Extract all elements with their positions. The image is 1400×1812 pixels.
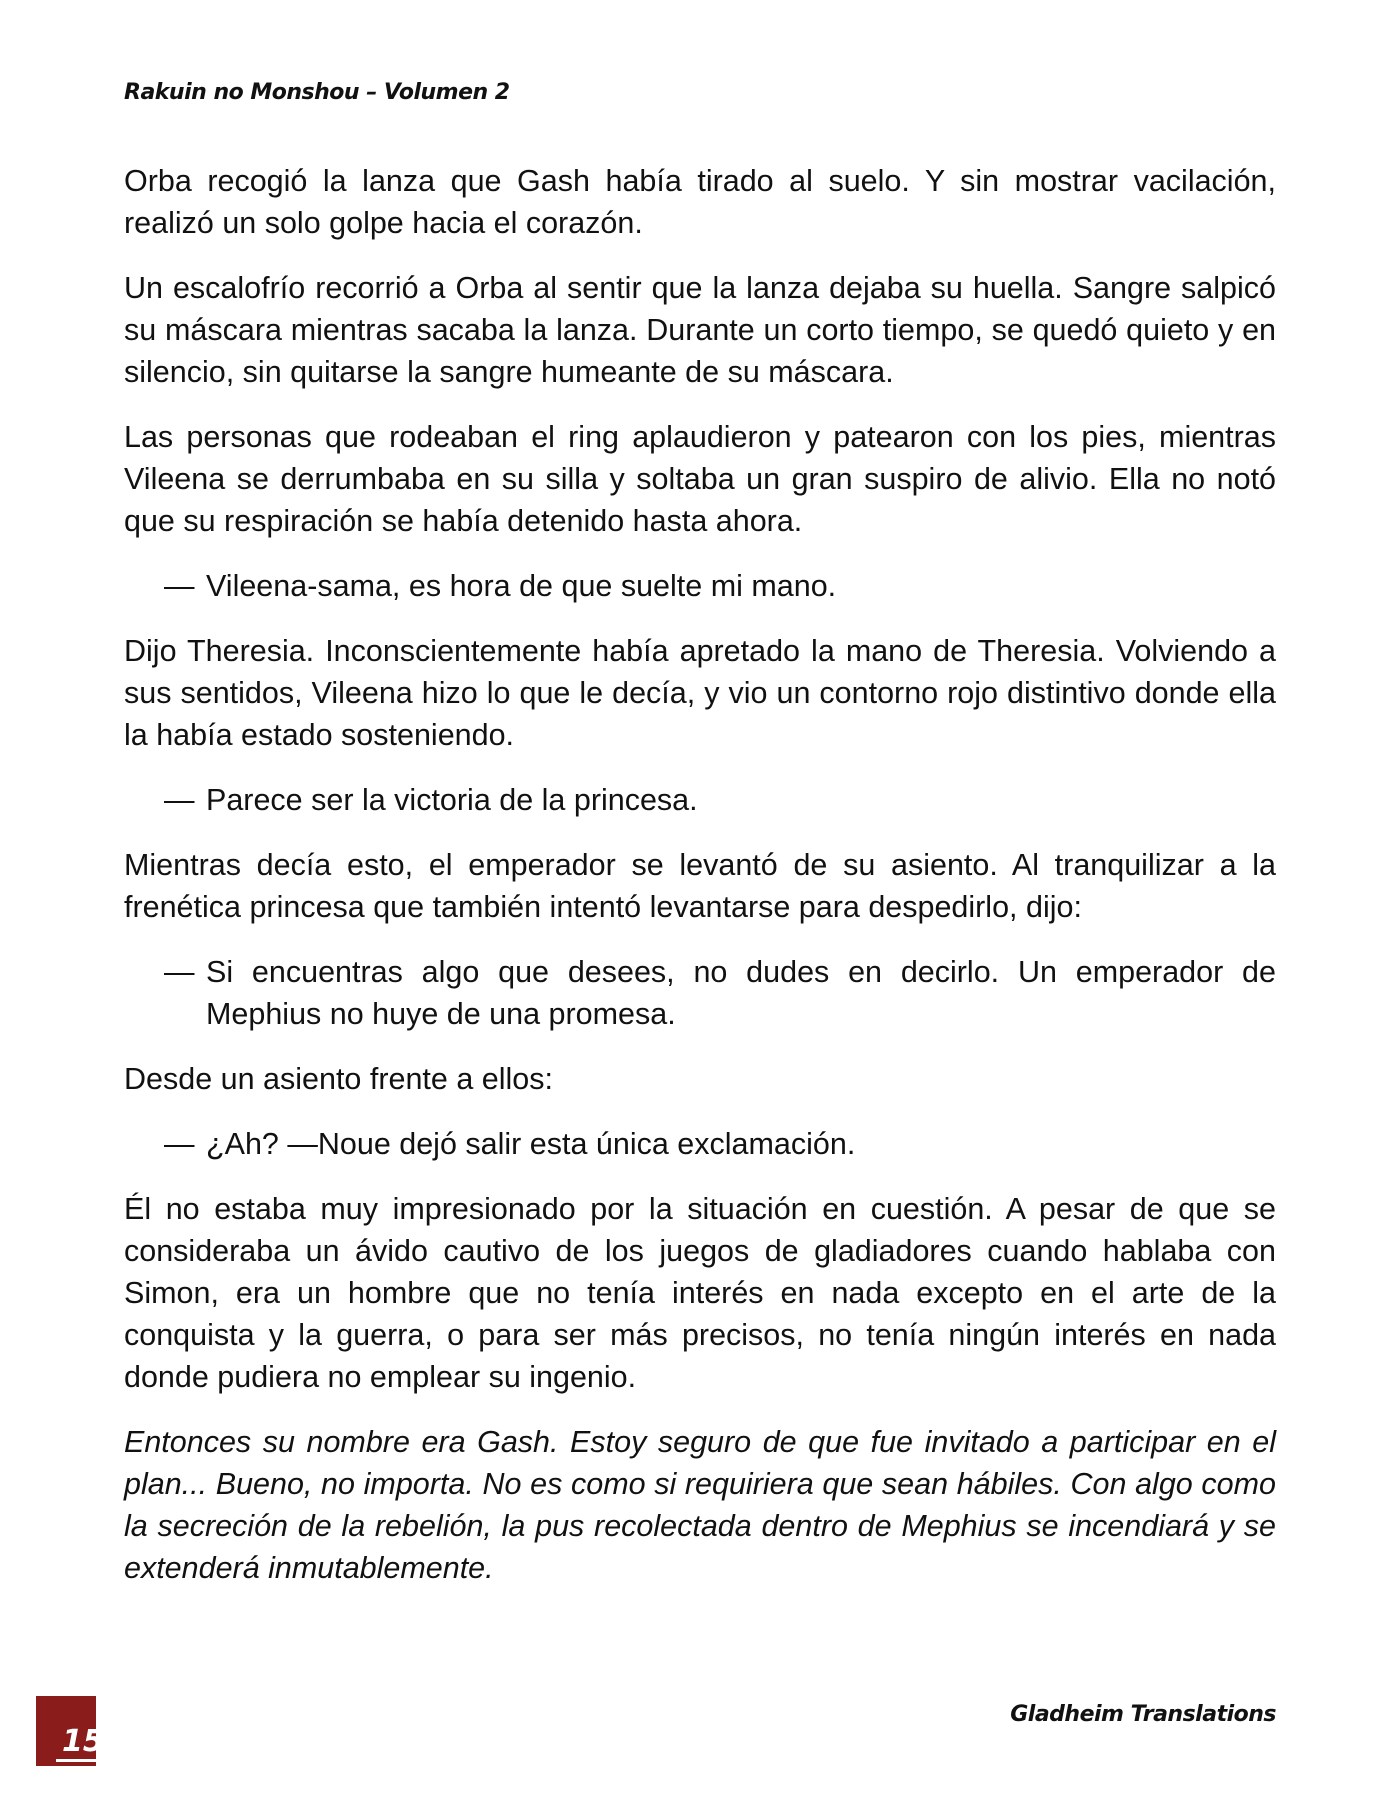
page-number-badge	[36, 1696, 104, 1766]
dialogue-line	[124, 1123, 1276, 1165]
paragraph: Orba recogió la lanza que Gash había tirado al suelo. Y sin mostrar vacilación, realizó un solo golpe hacia el corazón.	[124, 164, 1276, 240]
dialogue-text: Parece ser la victoria de la princesa.	[206, 783, 698, 817]
dialogue-text: ¿Ah? —Noue dejó salir esta única exclamación.	[206, 1127, 856, 1161]
paragraph: Dijo Theresia. Inconscientemente había apretado la mano de Theresia. Volviendo a sus sentidos, Vileena hizo lo que le decía, y vio un contorno rojo distintivo donde ella la había estado sosteniendo.	[124, 634, 1276, 752]
dialogue-text: Vileena-sama, es hora de que suelte mi mano.	[206, 569, 837, 603]
page-number: 15	[62, 1724, 104, 1759]
paragraph: Él no estaba muy impresionado por la situación en cuestión. A pesar de que se consideraba un ávido cautivo de los juegos de gladiadores cuando hablaba con Simon, era un hombre que no tenía interés en nada excepto en el arte de la conquista y la guerra, o para ser más precisos, no tenía ningún interés en nada donde pudiera no emplear su ingenio.	[124, 1192, 1276, 1394]
dialogue-text: Si encuentras algo que desees, no dudes en decirlo. Un emperador de Mephius no huye de una promesa.	[206, 955, 1276, 1031]
footer-brand: Gladheim Translations	[1010, 1702, 1276, 1727]
paragraph: Desde un asiento frente a ellos:	[124, 1062, 553, 1096]
page-number-underline	[56, 1759, 96, 1762]
paragraph: Mientras decía esto, el emperador se levantó de su asiento. Al tranquilizar a la frenética princesa que también intentó levantarse para despedirlo, dijo:	[124, 848, 1276, 924]
paragraph: Un escalofrío recorrió a Orba al sentir que la lanza dejaba su huella. Sangre salpicó su máscara mientras sacaba la lanza. Durante un corto tiempo, se quedó quieto y en silencio, sin quitarse la sangre humeante de su máscara.	[124, 271, 1276, 389]
paragraph: Las personas que rodeaban el ring aplaudieron y patearon con los pies, mientras Vileena se derrumbaba en su silla y soltaba un gran suspiro de alivio. Ella no notó que su respiración se había detenido hasta ahora.	[124, 420, 1276, 538]
dialogue-line	[124, 779, 1276, 821]
dialogue-dash: —	[164, 569, 195, 603]
dialogue-dash: —	[164, 783, 195, 817]
body-text	[124, 160, 1276, 1612]
italic-paragraph: Entonces su nombre era Gash. Estoy seguro de que fue invitado a participar en el plan... Bueno, no importa. No es como si requiriera que sean hábiles. Con algo como la secreción de la rebelión, la pus recolectada dentro de Mephius se incendiará y se extenderá inmutablemente.	[124, 1425, 1276, 1585]
dialogue-line	[124, 565, 1276, 607]
dialogue-line	[124, 951, 1276, 1035]
running-header: Rakuin no Monshou – Volumen 2	[124, 80, 510, 105]
dialogue-dash: —	[164, 955, 195, 989]
dialogue-dash: —	[164, 1127, 195, 1161]
